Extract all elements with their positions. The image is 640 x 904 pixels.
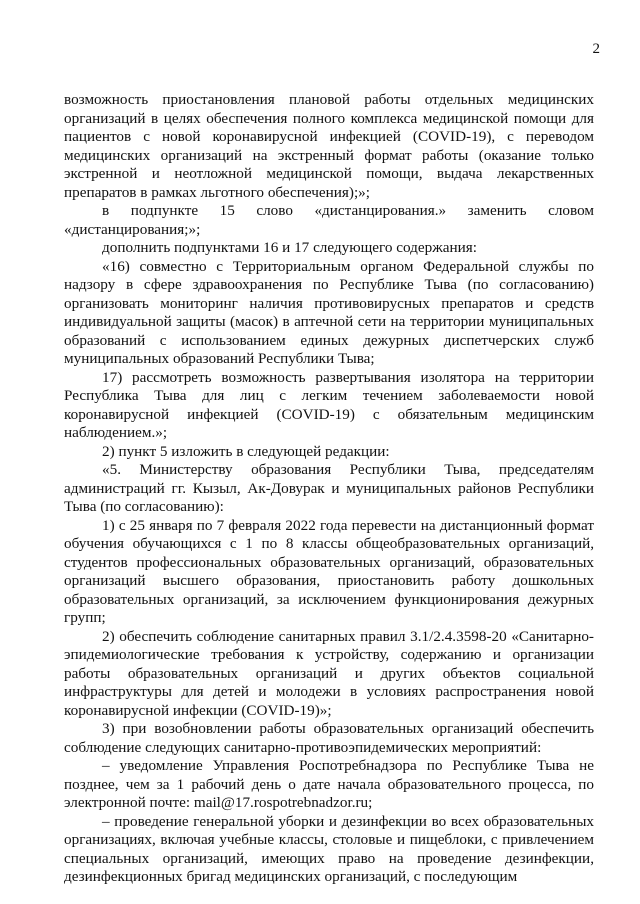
paragraph: «5. Министерству образования Республики Тыва, председателям администраций гг. Кызыл, Ак-Довурак и муниципальных районов Республики Тыва (по согласованию): xyxy=(64,461,594,515)
paragraph: «16) совместно с Территориальным органом Федеральной службы по надзору в сфере здравоохранения по Республике Тыва (по согласованию) организовать мониторинг наличия противовирусных препаратов и средств индивидуальной защиты (масок) в аптечной сети на территории муниципальных образований с использованием единых дежурных диспетчерских служб муниципальных образований Республики Тыва; xyxy=(64,257,594,367)
paragraph: – проведение генеральной уборки и дезинфекции во всех образовательных организациях, включая учебные классы, столовые и пищеблоки, с привлечением специальных организаций, имеющих право на проведение дезинфекции, дезинфекционных бригад медицинских организаций, с последующим xyxy=(64,812,594,885)
paragraph: дополнить подпунктами 16 и 17 следующего содержания: xyxy=(102,239,477,256)
paragraph: 1) с 25 января по 7 февраля 2022 года перевести на дистанционный формат обучения обучающихся с 1 по 8 классы общеобразовательных организаций, студентов профессиональных образовательных организаций, образовательных организаций высшего образования, приостановить работу дошкольных образовательных организаций, за исключением функционирования дежурных групп; xyxy=(64,516,594,626)
paragraph: 2) обеспечить соблюдение санитарных правил 3.1/2.4.3598-20 «Санитарно-эпидемиологические требования к устройству, содержанию и организации работы образовательных организаций и других объектов социальной инфраструктуры для детей и молодежи в условиях распространения новой коронавирусной инфекции (COVID-19)»; xyxy=(64,627,594,719)
document-body xyxy=(64,91,594,887)
paragraph: 3) при возобновлении работы образовательных организаций обеспечить соблюдение следующих санитарно-противоэпидемических мероприятий: xyxy=(64,720,594,756)
paragraph: возможность приостановления плановой работы отдельных медицинских организаций в целях обеспечения полного комплекса медицинской помощи для пациентов с новой коронавирусной инфекцией (COVID-19), с переводом медицинских организаций на экстренный формат работы (оказание только экстренной и неотложной медицинской помощи, выдача лекарственных препаратов в рамках льготного обеспечения);»; xyxy=(64,91,594,201)
paragraph: 17) рассмотреть возможность развертывания изолятора на территории Республика Тыва для лиц с легким течением заболеваемости новой коронавирусной инфекцией (COVID-19) с обязательным медицинским наблюдением.»; xyxy=(64,368,594,441)
paragraph: в подпункте 15 слово «дистанцирования.» заменить словом «дистанцирования;»; xyxy=(64,202,594,238)
page-number: 2 xyxy=(592,41,600,57)
paragraph: – уведомление Управления Роспотребнадзора по Республике Тыва не позднее, чем за 1 рабочий день о дате начала образовательного процесса, по электронной почте: mail@17.rospotrebnadzor.ru; xyxy=(64,757,594,811)
paragraph: 2) пункт 5 изложить в следующей редакции: xyxy=(102,442,390,460)
